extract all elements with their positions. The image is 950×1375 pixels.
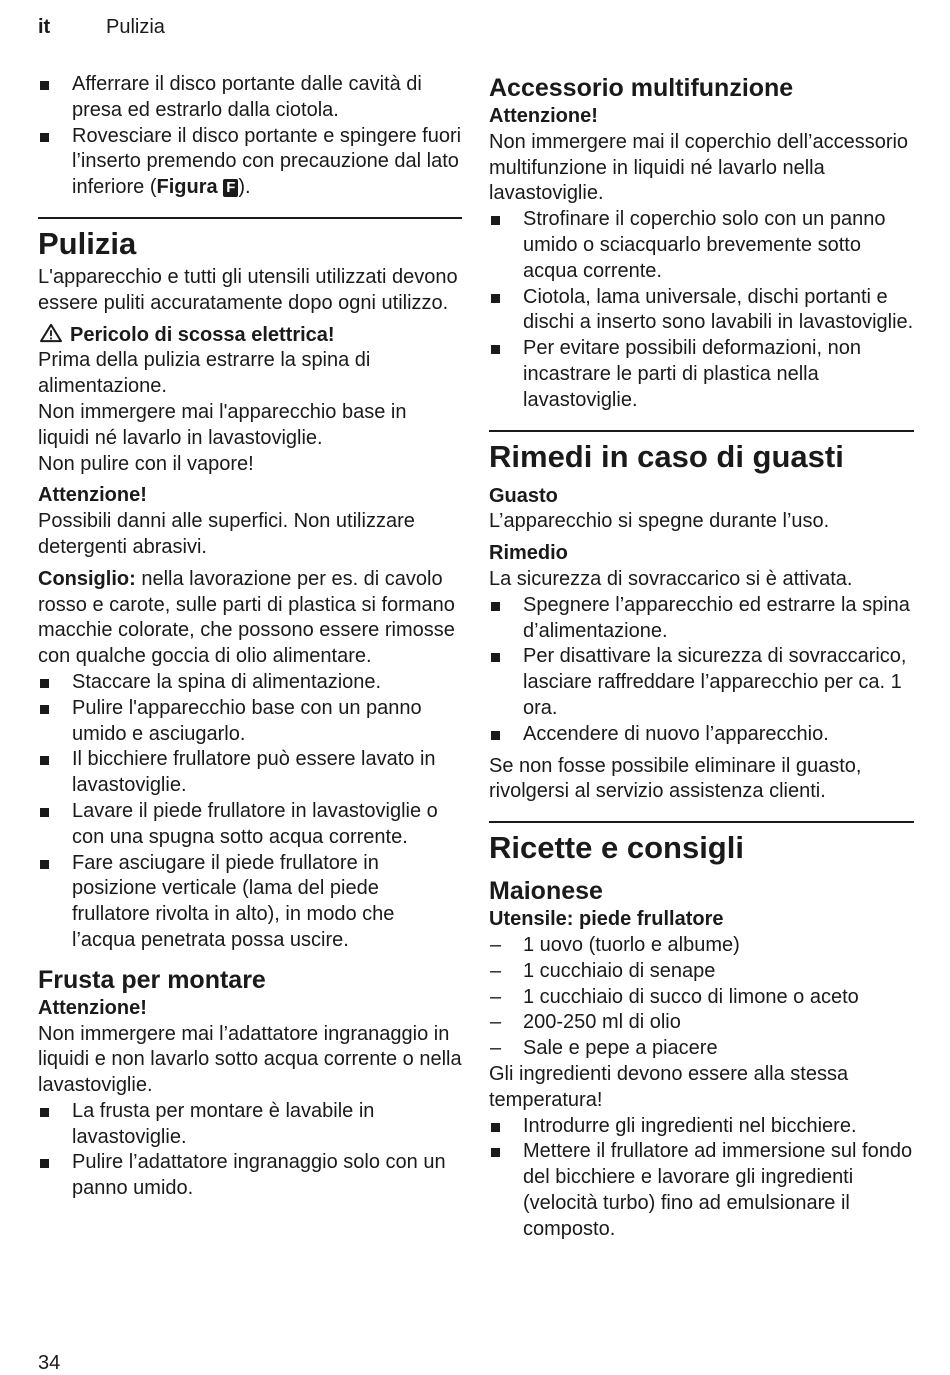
page-number: 34 (38, 1352, 61, 1374)
ricette-section (489, 821, 914, 1242)
warning-line: Non pulire con il vapore! (38, 452, 254, 475)
list-item-text: Rovesciare il disco portante e spingere fuori l’inserto premendo con precauzione dal lato inferiore (72, 124, 462, 199)
list-item (38, 124, 462, 201)
figure-ref-close: ). (238, 176, 251, 199)
list-item: Spegnere l’apparecchio ed estrarre la spina d’alimentazione. (489, 593, 914, 645)
list-item: Staccare la spina di alimentazione. (38, 670, 462, 696)
attention-label: Attenzione! (38, 996, 147, 1019)
list-item: Afferrare il disco portante dalle cavità di presa ed estrarlo dalla ciotola. (38, 72, 462, 124)
list-item: La frusta per montare è lavabile in lavastoviglie. (38, 1099, 462, 1151)
right-column (489, 72, 914, 1242)
pulizia-bullet-list (38, 670, 462, 954)
warning-line: Prima della pulizia estrarre la spina di alimentazione. (38, 349, 371, 398)
ingredient-item: – 1 uovo (tuorlo e albume) (489, 933, 914, 959)
tip-text: nella lavorazione per es. di cavolo rosso e carote, sulle parti di plastica si formano macchie colorate, che possono essere rimosse con qualche goccia di olio alimentare. (38, 567, 455, 668)
list-item: Mettere il frullatore ad immersione sul fondo del bicchiere e lavorare gli ingredienti (velocità turbo) fino ad emulsionare il composto. (489, 1139, 914, 1242)
ingredient-list (489, 933, 914, 1062)
list-item: Fare asciugare il piede frullatore in posizione verticale (lama del piede frullatore rivolta in alto), in modo che l’acqua penetrata possa uscire. (38, 851, 462, 954)
rimedi-bullet-list (489, 593, 914, 748)
attention-text: Non immergere mai l’adattatore ingranaggio in liquidi e non lavarlo sotto acqua corrente o nella lavastoviglie. (38, 1022, 462, 1097)
ricette-bullet-list (489, 1114, 914, 1243)
intro-bullet-list (38, 72, 462, 201)
tool-label: Utensile: piede frullatore (489, 908, 724, 931)
left-column (38, 72, 462, 1202)
list-item: Pulire l’adattatore ingranaggio solo con un panno umido. (38, 1150, 462, 1202)
accessorio-heading: Accessorio multifunzione (489, 74, 794, 102)
list-item: Accendere di nuovo l’apparecchio. (489, 722, 914, 748)
remedy-label: Rimedio (489, 542, 568, 565)
warning-title-text: Pericolo di scossa elettrica! (70, 323, 335, 346)
list-item: Per evitare possibili deformazioni, non incastrare le parti di plastica nella lavastoviglie. (489, 336, 914, 413)
frusta-heading: Frusta per montare (38, 965, 266, 994)
language-tag: it (38, 16, 51, 38)
maionese-heading: Maionese (489, 877, 603, 906)
ingredient-item: – 200-250 ml di olio (489, 1010, 914, 1036)
fault-text: L’apparecchio si spegne durante l’uso. (489, 510, 830, 533)
tip-paragraph (38, 567, 462, 670)
ingredient-item: – 1 cucchiaio di senape (489, 959, 914, 985)
pulizia-intro: L'apparecchio e tutti gli utensili utilizzati devono essere puliti accuratamente dopo ogni utilizzo. (38, 265, 458, 314)
rimedi-heading: Rimedi in caso di guasti (489, 430, 914, 478)
accessorio-section (489, 72, 914, 414)
ingredient-item: – Sale e pepe a piacere (489, 1036, 914, 1062)
attention-label: Attenzione! (489, 105, 598, 127)
ingredients-note: Gli ingredienti devono essere alla stessa temperatura! (489, 1062, 849, 1111)
warning-triangle-icon (38, 323, 64, 343)
list-item: Pulire l'apparecchio base con un panno umido e asciugarlo. (38, 696, 462, 748)
accessorio-bullet-list (489, 207, 914, 413)
page-header (38, 16, 165, 39)
figure-ref-letter: F (223, 179, 238, 197)
remedy-text: La sicurezza di sovraccarico si è attivata. (489, 567, 853, 590)
fault-label: Guasto (489, 484, 558, 507)
list-item: Il bicchiere frullatore può essere lavato in lavastoviglie. (38, 747, 462, 799)
list-item: Lavare il piede frullatore in lavastoviglie o con una spugna sotto acqua corrente. (38, 799, 462, 851)
list-item: Ciotola, lama universale, dischi portanti e dischi a inserto sono lavabili in lavastoviglie. (489, 285, 914, 337)
figure-ref-open: ( (149, 176, 157, 199)
frusta-bullet-list (38, 1099, 462, 1202)
tip-label: Consiglio: (38, 567, 136, 590)
figure-ref-word: Figura (156, 176, 218, 199)
frusta-section (38, 964, 462, 1202)
warning-line: Non immergere mai l'apparecchio base in liquidi né lavarlo in lavastoviglie. (38, 400, 407, 449)
pulizia-section (38, 217, 462, 954)
ricette-heading: Ricette e consigli (489, 821, 914, 869)
section-name: Pulizia (106, 16, 165, 38)
list-item: Introdurre gli ingredienti nel bicchiere. (489, 1114, 914, 1140)
ingredient-item: – 1 cucchiaio di succo di limone o aceto (489, 985, 914, 1011)
list-item: Strofinare il coperchio solo con un panno umido o sciacquarlo brevemente sotto acqua corrente. (489, 207, 914, 284)
attention-text: Possibili danni alle superfici. Non utilizzare detergenti abrasivi. (38, 510, 415, 558)
warning-title (38, 323, 462, 349)
list-item: Per disattivare la sicurezza di sovraccarico, lasciare raffreddare l’apparecchio per ca. 1 ora. (489, 644, 914, 721)
attention-text: Non immergere mai il coperchio dell’accessorio multifunzione in liquidi né lavarlo nella lavastoviglie. (489, 130, 909, 205)
attention-label: Attenzione! (38, 484, 147, 507)
rimedi-closing: Se non fosse possibile eliminare il guasto, rivolgersi al servizio assistenza clienti. (489, 754, 862, 803)
rimedi-section (489, 430, 914, 806)
pulizia-heading: Pulizia (38, 217, 462, 265)
